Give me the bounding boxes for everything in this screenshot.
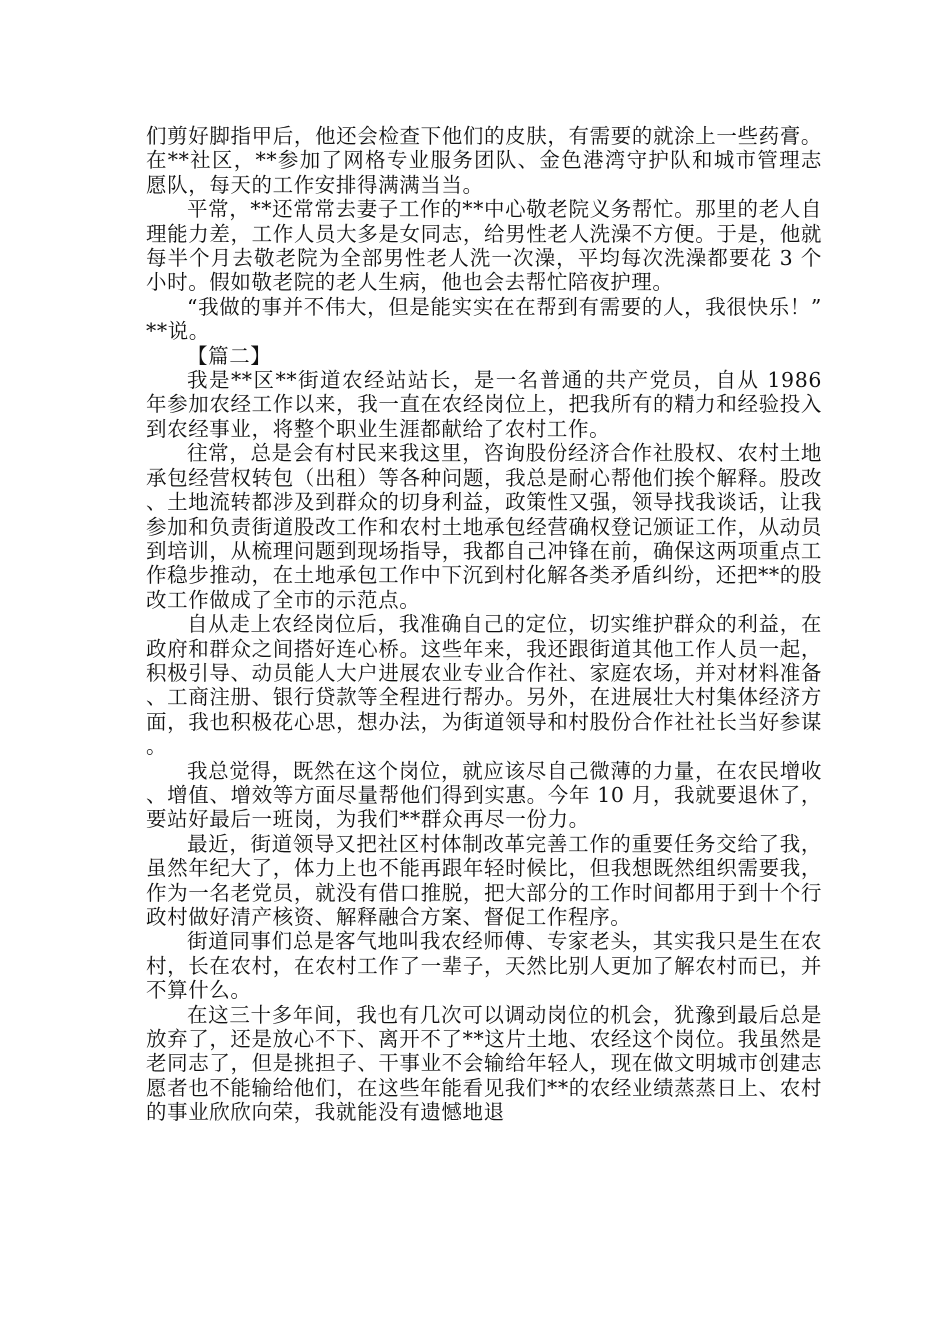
paragraph-reform: 最近，街道领导又把社区村体制改革完善工作的重要任务交给了我，虽然年纪大了，体力上也不能再跟年轻时候比，但我想既然组织需要我，作为一名老党员，就没有借口推脱，把大部分的工作时间都用于到十个行政村做好清产核资、解释融合方案、督促工作程序。	[146, 831, 822, 929]
paragraph-continued: 们剪好脚指甲后，他还会检查下他们的皮肤，有需要的就涂上一些药膏。在**社区，**参加了网格专业服务团队、金色港湾守护队和城市管理志愿队，每天的工作安排得满满当当。	[146, 124, 822, 197]
paragraph-quote: “我做的事并不伟大，但是能实实在在帮到有需要的人，我很快乐！”**说。	[146, 294, 822, 344]
paragraph-retirement: 我总觉得，既然在这个岗位，就应该尽自己微薄的力量，在农民增收、增值、增效等方面尽量帮他们得到实惠。今年 10 月，我就要退休了，要站好最后一班岗，为我们**群众再尽一份力。	[146, 758, 822, 832]
section-heading: 【篇二】	[187, 343, 272, 368]
document-body	[146, 124, 822, 1125]
paragraph-colleagues: 街道同事们总是客气地叫我农经师傅、专家老头，其实我只是生在农村，长在农村，在农村工作了一辈子，天然比别人更加了解农村而已，并不算什么。	[146, 929, 822, 1003]
paragraph-position: 自从走上农经岗位后，我准确自己的定位，切实维护群众的利益，在政府和群众之间搭好连心桥。这些年来，我还跟街道其他工作人员一起，积极引导、动员能人大户进展农业专业合作社、家庭农场，并对材料准备、工商注册、银行贷款等全程进行帮办。另外，在进展壮大村集体经济方面，我也积极花心思，想办法，为街道领导和村股份合作社社长当好参谋。	[146, 612, 822, 759]
paragraph-intro: 我是**区**街道农经站站长，是一名普通的共产党员，自从 1986 年参加农经工作以来，我一直在农经岗位上，把我所有的精力和经验投入到农经事业，将整个职业生涯都献给了农村工作。	[146, 368, 822, 441]
paragraph-nursing-home: 平常，**还常常去妻子工作的**中心敬老院义务帮忙。那里的老人自理能力差，工作人员大多是女同志，给男性老人洗澡不方便。于是，他就每半个月去敬老院为全部男性老人洗一次澡，平均每次洗澡都要花 3 个小时。假如敬老院的老人生病，他也会去帮忙陪夜护理。	[146, 197, 822, 295]
paragraph-consulting: 往常，总是会有村民来我这里，咨询股份经济合作社股权、农村土地承包经营权转包（出租）等各种问题，我总是耐心帮他们挨个解释。股改、土地流转都涉及到群众的切身利益，政策性又强，领导找我谈话，让我参加和负责街道股改工作和农村土地承包经营确权登记颁证工作，从动员到培训，从梳理问题到现场指导，我都自己冲锋在前，确保这两项重点工作稳步推动，在土地承包工作中下沉到村化解各类矛盾纠纷，还把**的股改工作做成了全市的示范点。	[146, 441, 822, 612]
paragraph-thirty-years: 在这三十多年间，我也有几次可以调动岗位的机会，犹豫到最后总是放弃了，还是放心不下、离开不了**这片土地、农经这个岗位。我虽然是老同志了，但是挑担子、干事业不会输给年轻人，现在做文明城市创建志愿者也不能输给他们，在这些年能看见我们**的农经业绩蒸蒸日上、农村的事业欣欣向荣，我就能没有遗憾地退	[146, 1002, 822, 1125]
